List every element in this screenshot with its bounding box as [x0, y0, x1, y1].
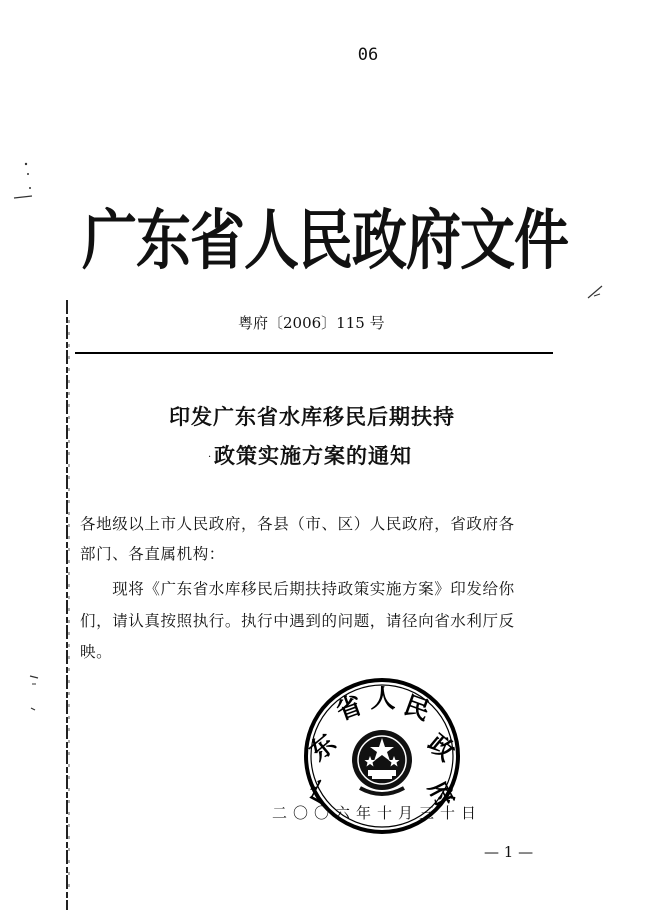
- stray-dot: ·: [208, 452, 212, 463]
- signing-date: 二〇〇六年十月三十日: [272, 804, 483, 822]
- svg-text:府: 府: [422, 776, 461, 812]
- svg-text:东: 东: [303, 728, 342, 767]
- binding-edge: [64, 300, 70, 910]
- top-page-number: 06: [357, 45, 379, 65]
- document-number: 粤府〔2006〕115 号: [238, 314, 385, 332]
- notice-title-line-2: 政策实施方案的通知: [214, 443, 412, 468]
- document-header-title: 广东省人民政府文件: [81, 202, 568, 278]
- svg-text:人: 人: [370, 684, 396, 713]
- svg-text:民: 民: [400, 690, 434, 726]
- body-line-2: 部门、各直属机构：: [80, 545, 225, 563]
- body-line-3: 现将《广东省水库移民后期扶持政策实施方案》印发给你: [80, 580, 515, 598]
- notice-title-line-1: 印发广东省水库移民后期扶持: [169, 404, 455, 429]
- body-line-4: 们，请认真按照执行。执行中遇到的问题，请径向省水利厅反: [80, 612, 515, 630]
- body-line-5: 映。: [80, 643, 113, 661]
- svg-text:广: 广: [303, 776, 342, 812]
- national-emblem-icon: [352, 730, 412, 794]
- footer-page-number: — 1 —: [484, 843, 534, 861]
- header-divider: [75, 352, 553, 354]
- svg-text:省: 省: [332, 690, 366, 726]
- scan-mark-right: [584, 282, 608, 306]
- scan-marks-left-bottom: [26, 670, 46, 720]
- svg-text:政: 政: [422, 728, 461, 767]
- body-line-1: 各地级以上市人民政府，各县（市、区）人民政府，省政府各: [80, 515, 515, 533]
